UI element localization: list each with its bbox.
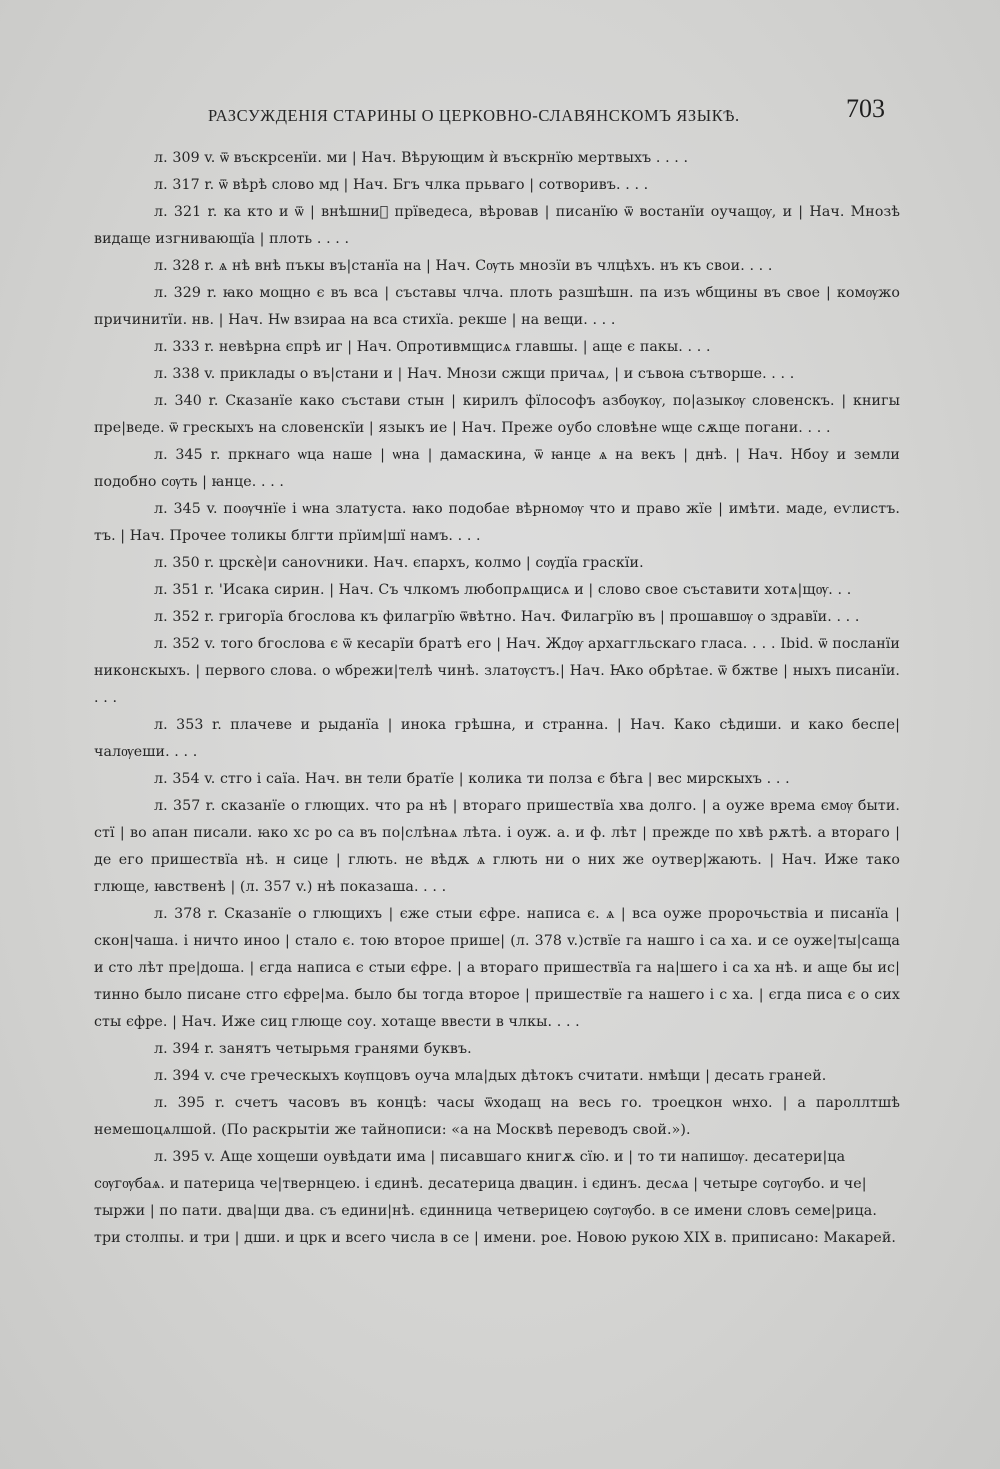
entry-l317r: л. 317 r. ѿ вѣрѣ слово мд | Нач. Бгъ члка прьваго | сотворивъ. . . . <box>154 177 649 193</box>
entry-l340r: л. 340 r. Сказанїе како състави стын | кирилъ фїлософъ азбѹкѹ, по|азыкѹ словенскъ. | книгы пре|веде. ѿ грескыхъ на словенскїи | языкъ ие | Нач. Преже оубо словѣне ѡще сѫще погани. . . . <box>94 393 900 436</box>
entry-l350r: л. 350 r. црскѐ|и саноѵники. Нач. єпархъ, колмо | сѹдїа граскїи. <box>154 555 644 571</box>
entry-l328r: л. 328 r. ѧ нѣ внѣ пъкы въ|станїа на | Нач. Сѹть мнозїи въ члцѣхъ. нъ къ свои. . . . <box>154 258 773 274</box>
entry-l378r: л. 378 r. Сказанїе о глющихъ | єже стыи єфре. написа є. ѧ | вса оуже пророчьствіа и писанїа | скон|чаша. і ничто иноо | стало є. тою второе прише| (л. 378 v.)ствїе га нашго і са ха. и се оуже|ты|саща и сто лѣт пре|доша. | єгда написа є стыи єфре. | а втораго пришествїа га на|шего і са ха нѣ. и аще бы ис|тинно было писане стго єфре|ма. было бы тогда второе | пришествїе га нашего і с ха. | єгда писа є о сих сты єфре. | Нач. Иже сиц глюще соу. хотаще ввести в члкы. . . . <box>94 906 900 1030</box>
entry-l354v: л. 354 v. стго і саїа. Нач. вн тели братїе | колика ти полза є бѣга | вес мирскыхъ . . . <box>154 771 790 787</box>
entry-l353r: л. 353 r. плачеве и рыданїа | инока грѣшна, и странна. | Нач. Како сѣдиши. и како беспе|чалѹеши. . . . <box>94 717 900 760</box>
entry-l395r: л. 395 r. счетъ часовъ въ концѣ: часы ѿходащ на весь го. троецкон ѡнхо. | а пароллтшѣ немешоцѧлшой. (По раскрытіи же тайнописи: «а на Москвѣ переводъ свой.»). <box>94 1095 900 1138</box>
entry-l357r: л. 357 r. сказанїе о глющих. что ра нѣ | вторaго пришествїа хва долго. | а оужe врема ємѹ быти. стї | во апан писали. ꙗко хс ро са въ по|слѣнаѧ лѣта. і оуж. а. и ф. лѣт | прежде по хвѣ рѫтѣ. а втораго | де его пришествїа нѣ. н сице | глють. не вѣдѫ ѧ глють ни о них же оутвер|жають. | Нач. Иже тако глюще, ꙗвственѣ | (л. 357 v.) нѣ показаша. . . . <box>94 798 900 895</box>
page-header <box>0 94 1000 134</box>
manuscript-description <box>94 145 900 1252</box>
running-title: РАЗСУЖДЕНІЯ СТАРИНЫ О ЦЕРКОВНО-СЛАВЯНСКОМЪ ЯЗЫКѢ. <box>208 106 740 125</box>
entry-l345v: л. 345 v. поѹчнїе і ѡна златуста. ꙗко подобае вѣрномѹ что и право жїе | имѣти. маде, еѵлистъ. тъ. | Нач. Прочее толикы блгти прїим|шї намъ. . . . <box>94 501 900 544</box>
entry-l352v: л. 352 v. того бгослова є ѿ кесарїи братѣ его | Нач. Ждѹ архаггльскаго гласа. . . . Ibid. ѿ посланїи никонскыхъ. | первого слова. о ѡбрежи|телѣ чинѣ. златѹстъ.| Нач. Ꙗко обрѣтае. ѿ бжтве | ныхъ писанїи. . . . <box>94 636 900 706</box>
entry-l345r: л. 345 r. пркнаго ѡца наше | ѡна | дамаскина, ѿ ꙗнце ѧ на векъ | днѣ. | Нач. Нбоу и земли подобно сѹть | ꙗнце. . . . <box>94 447 900 490</box>
entry-l333r: л. 333 r. невѣрна єпрѣ иг | Нач. Ѻпротивмщисѧ главшы. | аще є пакы. . . . <box>154 339 711 355</box>
entry-l395v: л. 395 v. Аще хощеши оувѣдати има | писавшаго книгѫ сїю. и | то ти напишѹ. десатери|ца сѹгѹбаѧ. и патерица че|твернцею. і єдинѣ. десатерица двацин. і єдинъ. десѧа | четыре сѹгѹбо. и че|тыржи | по пати. два|щи два. съ едини|нѣ. єдинница четверицею сѹгѹбо. в се имени словъ семе|рица. три столпы. и три | дши. и црк и всего числа в се | имени. рое. Новою рукою XIX в. приписано: Макарей. <box>94 1149 897 1246</box>
entry-l351r: л. 351 r. 'Исака сирин. | Нач. Съ члкомъ любопрѧщисѧ и | слово свое съставити хотѧ|щѹ. . . <box>154 582 852 598</box>
entry-l309v: л. 309 v. ѿ въскрсенїи. ми | Нач. Вѣрующим ѝ въскрнїю мертвыхъ . . . . <box>154 150 689 166</box>
entry-l352r: л. 352 r. григорїа бгослова къ филагрїю ѿвѣтно. Нач. Филагрїю въ | прошавшѹ о здравїи. . . . <box>154 609 860 625</box>
entry-l338v: л. 338 v. приклады о въ|стани и | Нач. Мнози сжщи причаѧ, | и съвоꙗ сътворше. . . . <box>154 366 795 382</box>
entry-l394v: л. 394 v. сче греческыхъ кѹпцовъ оуча мла|дых дѣтокъ считати. нмѣщи | десать граней. <box>154 1068 827 1084</box>
entry-l329r: л. 329 r. ꙗко мощно є въ вса | съставы члча. плоть разшѣшн. па изъ ѡбщины въ свое | комѹжо причинитїи. нв. | Нач. Нѡ взираа на вса стихїа. рекше | на вещи. . . . <box>94 285 900 328</box>
page-number: 703 <box>846 94 885 123</box>
entry-l321r: л. 321 r. ка кто и ѿ | внѣшниⷯ прїведеса, вѣровав | писанїю ѿ востанїи оучащѹ, и | Нач. Мнозѣ видаще изгнивающїа | плоть . . . . <box>94 204 900 247</box>
entry-l394r: л. 394 r. занятъ четырьмя гранями буквъ. <box>154 1041 472 1057</box>
